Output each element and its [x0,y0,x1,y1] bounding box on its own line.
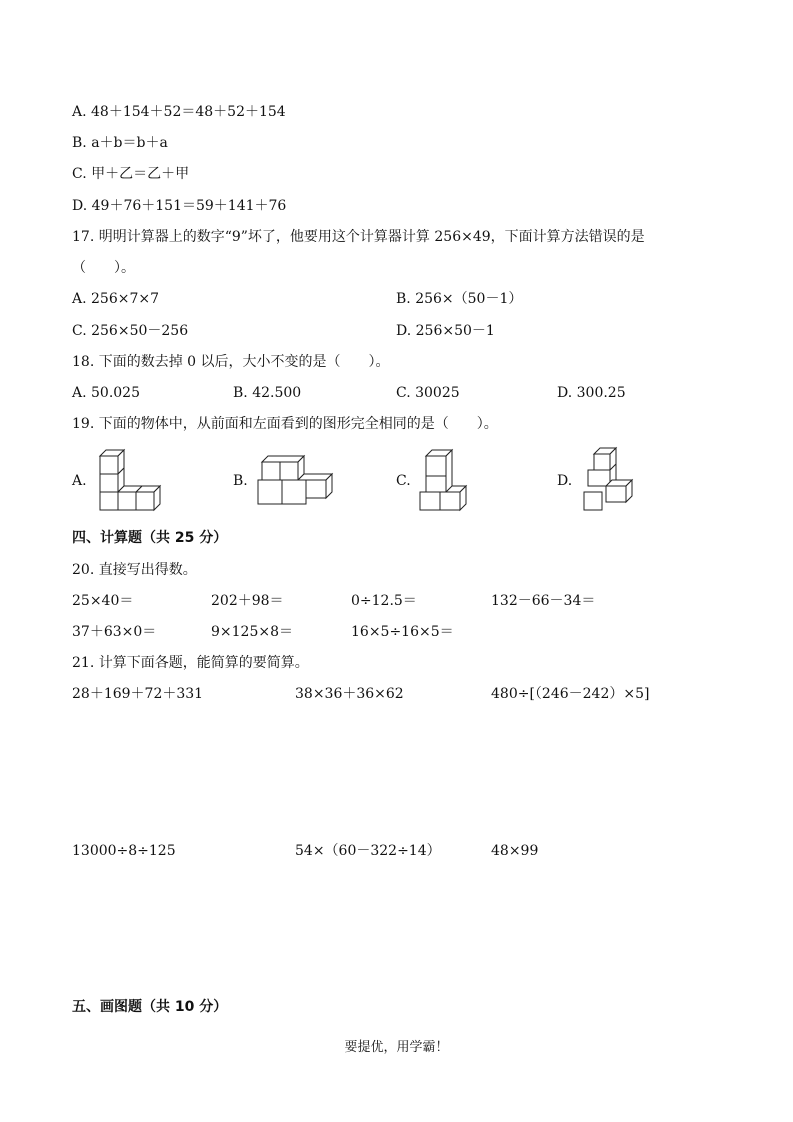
q18-option-a: A. 50.025 [72,385,140,401]
q16-option-b: B. a＋b＝b＋a [72,135,168,151]
q17-stem-line2: （ ）。 [72,260,135,276]
q19-stem: 19. 下面的物体中，从前面和左面看到的图形完全相同的是（ ）。 [72,416,498,432]
q19-figure-d [580,446,638,512]
q19-figure-a [94,448,166,512]
q16-option-a: A. 48＋154＋52＝48＋52＋154 [72,104,286,120]
q19-option-c-label: C. [396,473,411,489]
section-4-title: 四、计算题（共 25 分） [72,530,228,546]
q20-stem: 20. 直接写出得数。 [72,562,197,578]
q21-item: 28＋169＋72＋331 [72,686,204,702]
section-5-title: 五、画图题（共 10 分） [72,999,228,1015]
q17-stem-line1: 17. 明明计算器上的数字“9”坏了，他要用这个计算器计算 256×49，下面计算方法错误的是 [72,229,645,245]
q20-item: 132－66－34＝ [491,593,596,609]
q17-option-d: D. 256×50－1 [396,323,495,339]
q21-item: 54×（60－322÷14） [295,843,441,859]
q18-option-d: D. 300.25 [557,385,626,401]
q16-option-c: C. 甲＋乙＝乙＋甲 [72,166,190,182]
q21-item: 480÷[（246－242）×5] [491,686,650,702]
q19-option-a-label: A. [72,473,87,489]
q19-figure-b [256,452,336,510]
q21-item: 48×99 [491,843,539,859]
q21-stem: 21. 计算下面各题，能简算的要简算。 [72,655,309,671]
q17-option-c: C. 256×50－256 [72,323,189,339]
q17-option-b: B. 256×（50－1） [396,291,523,307]
q19-figure-c [418,448,474,512]
q16-option-d: D. 49＋76＋151＝59＋141＋76 [72,198,287,214]
q20-item: 9×125×8＝ [211,624,293,640]
q19-option-d-label: D. [557,473,573,489]
q20-item: 25×40＝ [72,593,134,609]
q20-item: 202＋98＝ [211,593,284,609]
q20-item: 0÷12.5＝ [351,593,417,609]
q20-item: 16×5÷16×5＝ [351,624,454,640]
q21-item: 38×36＋36×62 [295,686,404,702]
q18-stem: 18. 下面的数去掉 0 以后，大小不变的是（ ）。 [72,354,390,370]
q17-option-a: A. 256×7×7 [72,291,160,307]
q18-option-c: C. 30025 [396,385,460,401]
page-footer: 要提优，用学霸！ [344,1040,449,1055]
q20-item: 37＋63×0＝ [72,624,157,640]
q19-option-b-label: B. [233,473,248,489]
q18-option-b: B. 42.500 [233,385,302,401]
q21-item: 13000÷8÷125 [72,843,176,859]
